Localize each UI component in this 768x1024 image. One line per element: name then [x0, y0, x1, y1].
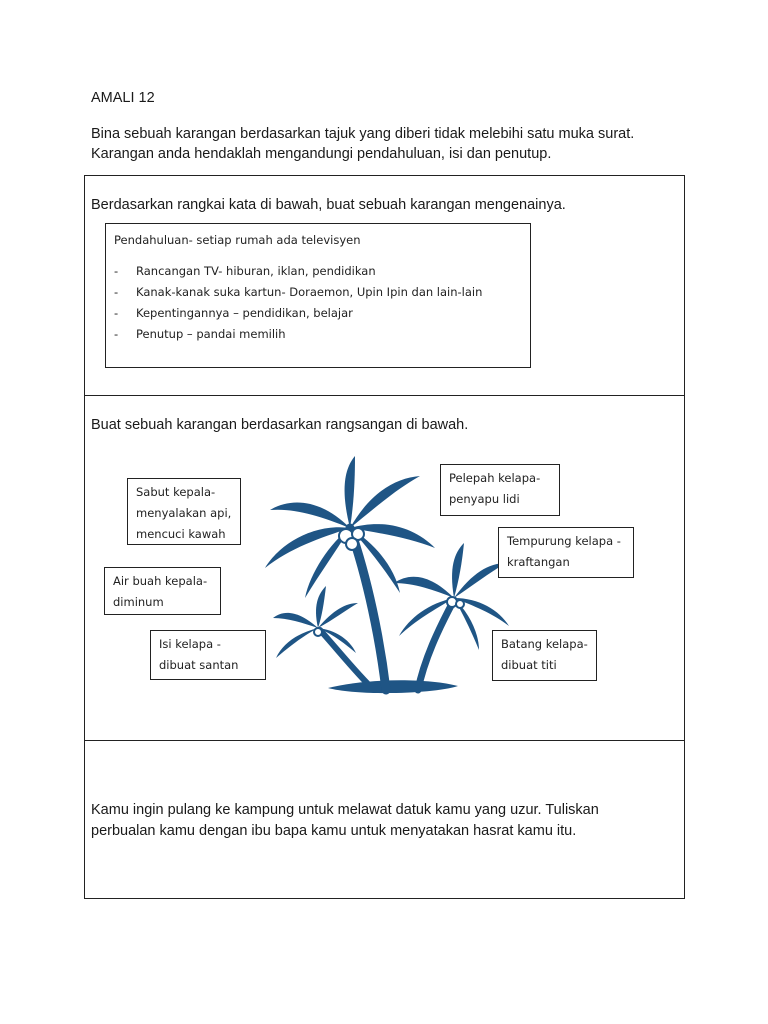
label-line: Tempurung kelapa -: [507, 534, 621, 548]
label-line: Pelepah kelapa-: [449, 471, 541, 485]
label-batang-kelapa: [492, 630, 597, 681]
outline-item-text: Rancangan TV- hiburan, iklan, pendidikan: [136, 264, 376, 278]
label-line: Isi kelapa -: [159, 637, 221, 651]
bullet-dash: -: [114, 264, 119, 278]
worksheet-title: AMALI 12: [91, 90, 155, 106]
table-divider-2: [84, 740, 685, 741]
label-line: Air buah kepala-: [113, 574, 208, 588]
section1-instruction: Berdasarkan rangkai kata di bawah, buat sebuah karangan mengenainya.: [91, 197, 566, 213]
bullet-dash: -: [114, 306, 119, 320]
label-line: kraftangan: [507, 555, 570, 569]
outline-item: [114, 282, 522, 303]
label-line: diminum: [113, 595, 164, 609]
label-tempurung-kelapa: [498, 527, 634, 578]
label-line: dibuat santan: [159, 658, 239, 672]
bullet-dash: -: [114, 285, 119, 299]
outline-item: [114, 303, 522, 324]
intro-line-1: Bina sebuah karangan berdasarkan tajuk yang diberi tidak melebihi satu muka surat.: [91, 126, 635, 142]
intro-line-2: Karangan anda hendaklah mengandungi pendahuluan, isi dan penutup.: [91, 146, 552, 162]
bullet-dash: -: [114, 327, 119, 341]
label-line: mencuci kawah: [136, 527, 226, 541]
section2-instruction: Buat sebuah karangan berdasarkan rangsangan di bawah.: [91, 417, 469, 433]
outline-item-text: Kepentingannya – pendidikan, belajar: [136, 306, 353, 320]
label-sabut-kelapa: [127, 478, 241, 545]
label-line: penyapu lidi: [449, 492, 520, 506]
label-line: Sabut kepala-: [136, 485, 216, 499]
outline-item: [114, 261, 522, 282]
label-isi-kelapa: [150, 630, 266, 680]
outline-heading: Pendahuluan- setiap rumah ada televisyen: [114, 233, 361, 247]
outline-box: [105, 223, 531, 368]
label-pelepah-kelapa: [440, 464, 560, 516]
outline-item-text: Kanak-kanak suka kartun- Doraemon, Upin Ipin dan lain-lain: [136, 285, 483, 299]
label-air-kelapa: [104, 567, 221, 615]
section3-instruction-line-1: Kamu ingin pulang ke kampung untuk melawat datuk kamu yang uzur. Tuliskan: [91, 802, 599, 818]
label-line: menyalakan api,: [136, 506, 232, 520]
label-line: dibuat titi: [501, 658, 557, 672]
label-line: Batang kelapa-: [501, 637, 588, 651]
outline-item: [114, 324, 522, 345]
section3-instruction-line-2: perbualan kamu dengan ibu bapa kamu untuk menyatakan hasrat kamu itu.: [91, 823, 577, 839]
outline-item-text: Penutup – pandai memilih: [136, 327, 286, 341]
table-divider-1: [84, 395, 685, 396]
